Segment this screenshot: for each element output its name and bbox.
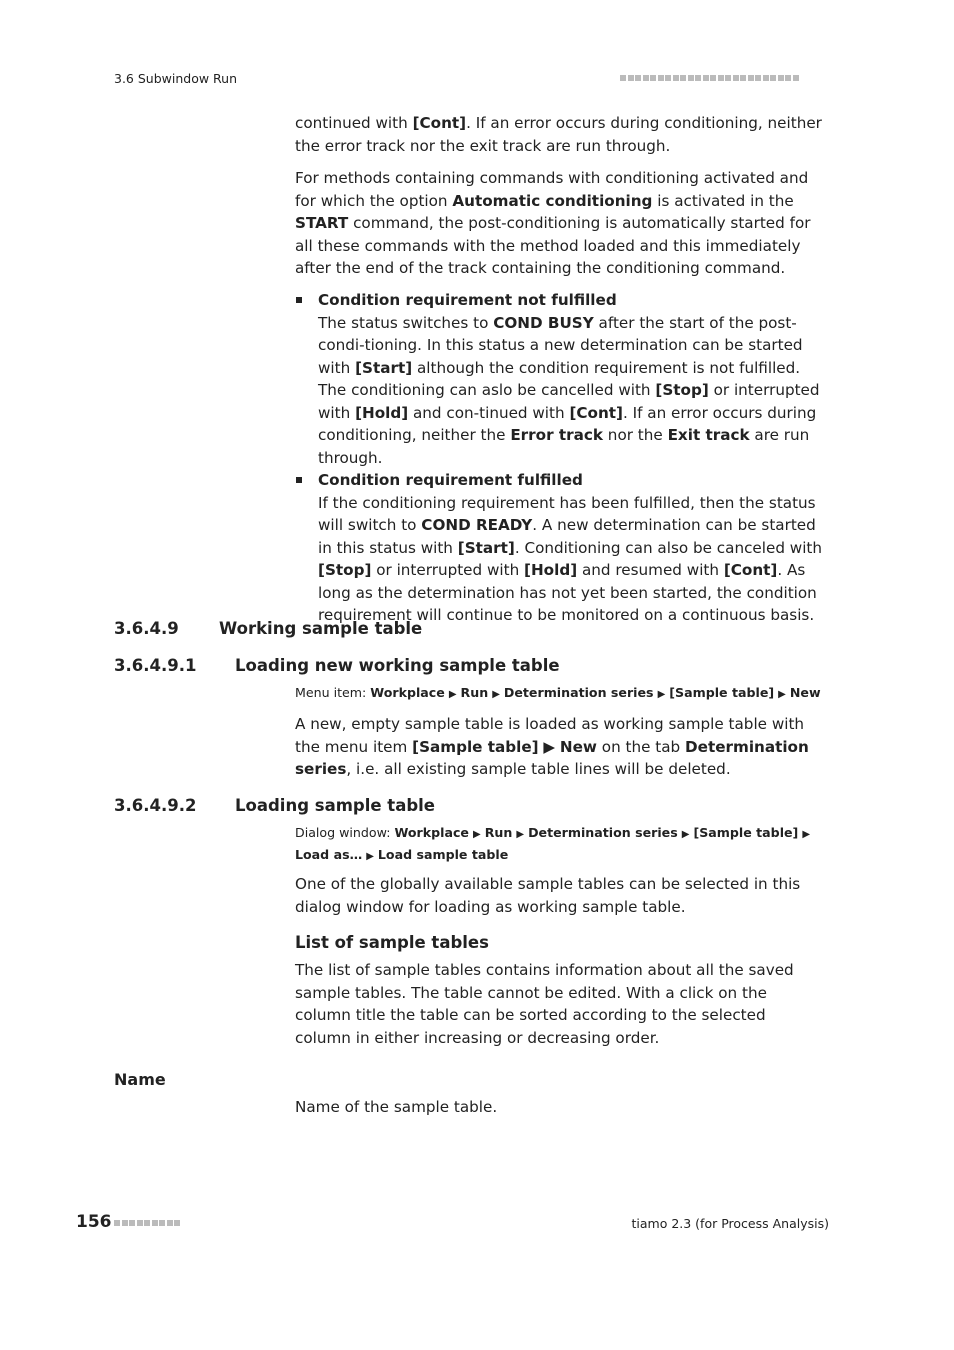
- bullet-square-icon: [296, 297, 302, 303]
- menu-item-path: Menu item: Workplace ▶ Run ▶ Determination series ▶ [Sample table] ▶ New: [295, 685, 821, 700]
- list-description-paragraph: The list of sample tables contains information about all the saved sample tables. The table cannot be edited. With a click on the column title the table can be sorted according to the selected column in either increasing or decreasing order.: [295, 961, 794, 1047]
- running-header-section: 3.6 Subwindow Run: [114, 71, 238, 86]
- condition-bullet-list: [295, 289, 825, 627]
- bullet-title: Condition requirement not fulfilled: [318, 291, 617, 309]
- bullet-item-not-fulfilled: [295, 289, 825, 469]
- bullet-text: If the conditioning requirement has been fulfilled, then the status will switch to COND READY. A new determination can be started in this status with [Start]. Conditioning can also be canceled with [Stop] or interrupted with [Hold] and resumed with [Cont]. As long as the determination has not yet been started, the condition requirement will continue to be monitored on a continuous basis.: [318, 493, 823, 624]
- bullet-text: The status switches to COND BUSY after the start of the post-condi-tioning. In this status a new determination can be started with [Start] although the condition requirement is not fulfilled. The conditioning can aslo be cancelled with [Stop] or interrupted with [Hold] and con-tinued with [Cont]. If an error occurs during conditioning, neither the Error track nor the Exit track are run through.: [318, 313, 820, 467]
- arrow-right-icon: ▶: [366, 851, 374, 862]
- bullet-item-fulfilled: [295, 469, 825, 627]
- loading-new-paragraph: A new, empty sample table is loaded as working sample table with the menu item [Sample table] ▶ New on the tab Determination series, i.e. all existing sample table lines will be deleted.: [295, 715, 809, 778]
- arrow-right-icon: ▶: [657, 689, 666, 700]
- footer-product-name: tiamo 2.3 (for Process Analysis): [631, 1216, 829, 1231]
- arrow-right-icon: ▶: [681, 829, 690, 840]
- arrow-right-icon: ▶: [778, 689, 786, 700]
- arrow-right-icon: ▶: [492, 689, 500, 700]
- bullet-square-icon: [296, 477, 302, 483]
- intro-paragraph-2: For methods containing commands with conditioning activated and for which the option Automatic conditioning is activated in the START command, the post-conditioning is automatically started for all these commands with the method loaded and this immediately after the end of the track containing the conditioning command.: [295, 169, 811, 277]
- section-heading-working-sample-table: 3.6.4.9 Working sample table: [114, 619, 423, 638]
- bullet-title: Condition requirement fulfilled: [318, 471, 583, 489]
- header-decoration-dots: [620, 75, 799, 81]
- arrow-right-icon: ▶: [473, 829, 481, 840]
- loading-sample-paragraph: One of the globally available sample tables can be selected in this dialog window for loading as working sample table.: [295, 875, 801, 916]
- definition-description: Name of the sample table.: [295, 1098, 498, 1116]
- intro-paragraph-1: continued with [Cont]. If an error occurs during conditioning, neither the error track nor the exit track are run through.: [295, 114, 822, 155]
- dialog-window-path: Dialog window: Workplace ▶ Run ▶ Determination series ▶ [Sample table] ▶ Load as… ▶ Load sample table: [295, 825, 811, 862]
- arrow-right-icon: ▶: [802, 829, 811, 840]
- arrow-right-icon: ▶: [448, 689, 457, 700]
- definition-term: Name: [114, 1070, 166, 1089]
- subheading-list-of-sample-tables: List of sample tables: [295, 933, 489, 952]
- page-number: 156: [76, 1212, 112, 1232]
- section-heading-loading-sample-table: 3.6.4.9.2 Loading sample table: [114, 796, 435, 815]
- arrow-right-icon: ▶: [516, 829, 525, 840]
- footer-decoration-dots: [114, 1220, 180, 1226]
- section-heading-loading-new: 3.6.4.9.1 Loading new working sample table: [114, 656, 560, 675]
- intro-block: [295, 112, 825, 280]
